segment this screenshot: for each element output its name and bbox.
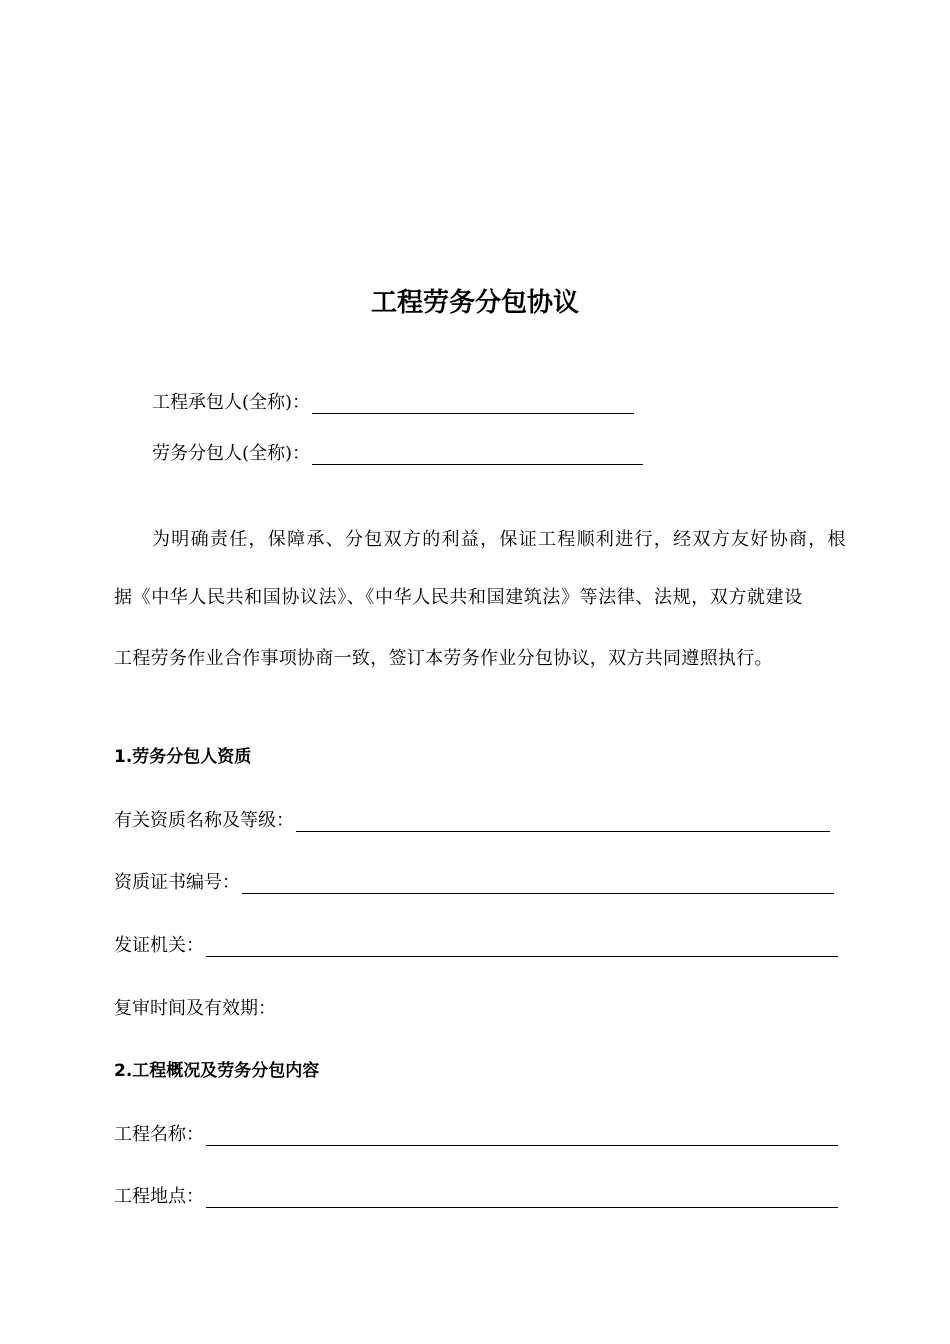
issuer-field xyxy=(114,931,838,957)
certificate-field xyxy=(114,868,834,894)
project-name-field xyxy=(114,1120,838,1146)
qualification-blank-line[interactable] xyxy=(296,811,830,832)
section1-heading: 1.劳务分包人资质 xyxy=(114,747,252,767)
project-location-label: 工程地点： xyxy=(114,1186,204,1207)
project-name-blank-line[interactable] xyxy=(206,1125,838,1146)
subcontractor-label: 劳务分包人(全称)： xyxy=(152,443,311,464)
document-title: 工程劳务分包协议 xyxy=(370,288,579,318)
issuer-label: 发证机关： xyxy=(114,935,204,956)
issuer-blank-line[interactable] xyxy=(206,936,838,957)
contractor-label: 工程承包人(全称)： xyxy=(152,392,311,413)
subcontractor-blank-line[interactable] xyxy=(312,444,643,465)
intro-line-2: 据《中华人民共和国协议法》、《中华人民共和国建筑法》等法律、法规，双方就建设 xyxy=(114,587,803,608)
certificate-blank-line[interactable] xyxy=(242,873,834,894)
project-name-label: 工程名称： xyxy=(114,1124,204,1145)
project-location-blank-line[interactable] xyxy=(206,1187,838,1208)
intro-line-1: 为明确责任，保障承、分包双方的利益，保证工程顺利进行，经双方友好协商，根 xyxy=(152,529,847,550)
contractor-field xyxy=(152,388,634,414)
project-location-field xyxy=(114,1182,838,1208)
qualification-label: 有关资质名称及等级： xyxy=(114,810,294,831)
intro-line-3: 工程劳务作业合作事项协商一致，签订本劳务作业分包协议，双方共同遵照执行。 xyxy=(114,648,773,669)
review-label: 复审时间及有效期： xyxy=(114,998,276,1019)
certificate-label: 资质证书编号： xyxy=(114,872,240,893)
qualification-field xyxy=(114,806,830,832)
contractor-blank-line[interactable] xyxy=(312,393,634,414)
section2-heading: 2.工程概况及劳务分包内容 xyxy=(114,1061,320,1081)
subcontractor-field xyxy=(152,439,643,465)
